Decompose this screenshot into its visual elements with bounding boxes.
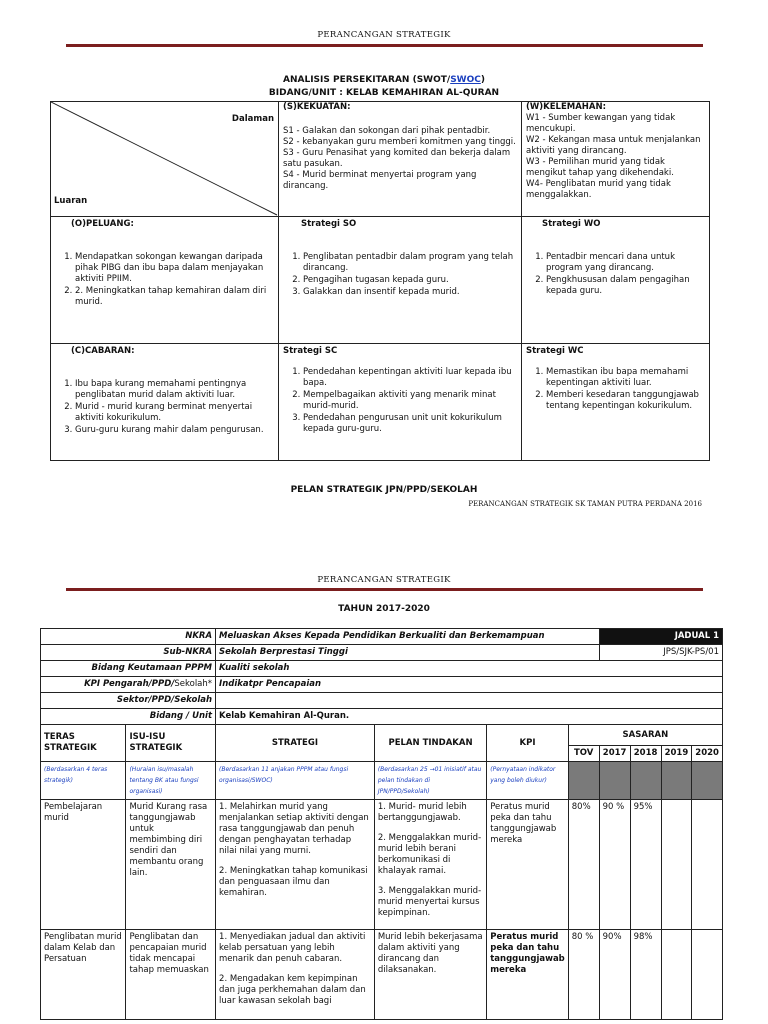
strategi-wc-cell xyxy=(522,344,709,460)
subnkra-row xyxy=(41,645,723,661)
strategi-item: 1. Melahirkan murid yang menjalankan setiap aktiviti dengan rasa tanggungjawab dan penuh dengan penghayatan terhadap nilai nilai yang murni. xyxy=(219,802,369,856)
kelemahan-item: W4- Penglibatan murid yang tidak menggalakkan. xyxy=(526,179,671,200)
strategi-sc-item: 1. Pendedahan kepentingan aktiviti luar kepada ibu bapa. xyxy=(303,367,517,389)
teras-cell: Penglibatan murid dalam Kelab dan Persatuan xyxy=(41,930,126,1020)
y2019-cell xyxy=(661,800,692,930)
col-year: 2020 xyxy=(692,746,723,762)
luaran-label: Luaran xyxy=(54,196,88,206)
note-kpi: (Pernyataan indikator yang boleh diukur) xyxy=(487,762,569,800)
page-header: PERANCANGAN STRATEGIK xyxy=(317,30,451,40)
strategi-so-title: Strategi SO xyxy=(301,219,357,229)
grey-cell xyxy=(568,762,599,800)
document-code: JPS/SJK-PS/01 xyxy=(599,645,722,661)
strategi-wo-cell xyxy=(522,217,709,344)
strategi-wc-item: 1. Memastikan ibu bapa memahami kepentingan aktiviti luar. xyxy=(546,367,705,389)
isu-cell: Penglibatan dan pencapaian murid tidak mencapai tahap memuaskan xyxy=(126,930,216,1020)
header-rule xyxy=(66,44,703,47)
col-sasaran: SASARAN xyxy=(568,725,722,746)
col-year: TOV xyxy=(568,746,599,762)
pelan-strategik-title: PELAN STRATEGIK JPN/PPD/SEKOLAH xyxy=(290,485,478,495)
col-year: 2018 xyxy=(630,746,661,762)
strategi-item: 1. Menyediakan jadual dan aktiviti kelab persatuan yang lebih menarik dan penuh cabaran. xyxy=(219,932,366,964)
unit-row xyxy=(41,709,723,725)
nkra-label: NKRA xyxy=(41,629,216,645)
col-strategi: STRATEGI xyxy=(216,725,375,762)
sektor-label: Sektor/PPD/Sekolah xyxy=(41,693,216,709)
year-title: TAHUN 2017-2020 xyxy=(338,604,430,614)
y2020-cell xyxy=(692,800,723,930)
bidang-label: Bidang Keutamaan PPPM xyxy=(41,661,216,677)
cabaran-item: 3. Guru-guru kurang mahir dalam pengurusan. xyxy=(75,425,274,436)
pelan-item: Murid lebih bekerjasama dalam aktiviti yang dirancang dan dilaksanakan. xyxy=(377,932,483,975)
strategi-wc-item: 2. Memberi kesedaran tanggungjawab tentang kepentingan kokurikulum. xyxy=(546,390,705,412)
strategi-sc-title: Strategi SC xyxy=(283,346,338,356)
strategi-sc-item: 3. Pendedahan pengurusan unit unit kokurikulum kepada guru-guru. xyxy=(303,413,517,435)
note-isu: (Huraian isu/masalah tentang BK atau fungsi organisasi) xyxy=(126,762,216,800)
grey-cell xyxy=(661,762,692,800)
pelan-cell xyxy=(374,930,486,1020)
kekuatan-item: S4 - Murid berminat menyertai program yang dirancang. xyxy=(283,170,477,191)
subnkra-label: Sub-NKRA xyxy=(41,645,216,661)
kpi-cell: Peratus murid peka dan tahu tanggungjawab mereka xyxy=(487,930,569,1020)
sektor-row xyxy=(41,693,723,709)
swot-table xyxy=(50,101,710,461)
col-year: 2019 xyxy=(661,746,692,762)
pelan-item: 2. Menggalakkan murid-murid lebih berani berkomunikasi di khalayak ramai. xyxy=(377,833,482,876)
peluang-title: (O)PELUANG: xyxy=(71,219,134,229)
swot-subtitle: BIDANG/UNIT : KELAB KEMAHIRAN AL-QURAN xyxy=(268,88,500,98)
strategi-cell xyxy=(216,930,375,1020)
kpi-pengarah-value: Indikatpr Pencapaian xyxy=(216,677,723,693)
unit-value: Kelab Kemahiran Al-Quran. xyxy=(216,709,723,725)
tov-cell: 80 % xyxy=(568,930,599,1020)
y2018-cell: 95% xyxy=(630,800,661,930)
kpi-pengarah-row xyxy=(41,677,723,693)
table-row xyxy=(41,800,723,930)
corner-cell xyxy=(51,102,279,217)
col-teras: TERAS STRATEGIK xyxy=(41,725,126,762)
kekuatan-item: S1 - Galakan dan sokongan dari pihak pentadbir. xyxy=(283,126,491,136)
strategi-wc-title: Strategi WC xyxy=(526,346,584,356)
subnkra-value: Sekolah Berprestasi Tinggi xyxy=(216,645,600,661)
strategic-plan-table xyxy=(40,628,723,1020)
strategi-so-item: 2. Pengagihan tugasan kepada guru. xyxy=(303,275,517,286)
cabaran-item: 1. Ibu bapa kurang memahami pentingnya penglibatan murid dalam aktiviti luar. xyxy=(75,379,274,401)
strategi-item: 2. Meningkatkan tahap komunikasi dan penguasaan ilmu dan kemahiran. xyxy=(219,866,368,898)
pelan-cell xyxy=(374,800,486,930)
strategi-wo-item: 2. Pengkhususan dalam pengagihan kepada guru. xyxy=(546,275,705,297)
strategi-so-item: 3. Galakkan dan insentif kepada murid. xyxy=(303,287,517,298)
tov-cell: 80% xyxy=(568,800,599,930)
notes-row xyxy=(41,762,723,800)
kelemahan-title: (W)KELEMAHAN: xyxy=(526,102,607,112)
unit-label: Bidang / Unit xyxy=(41,709,216,725)
strategi-cell xyxy=(216,800,375,930)
kelemahan-cell xyxy=(522,102,709,217)
y2017-cell: 90 % xyxy=(599,800,630,930)
y2018-cell: 98% xyxy=(630,930,661,1020)
swoc-link[interactable]: SWOC xyxy=(450,75,481,85)
kelemahan-item: W3 - Pemilihan murid yang tidak mengikut tahap yang dikehendaki. xyxy=(526,157,674,178)
kekuatan-item: S3 - Guru Penasihat yang komited dan bekerja dalam satu pasukan. xyxy=(283,148,511,169)
table-row xyxy=(41,930,723,1020)
grey-cell xyxy=(692,762,723,800)
kpi-cell: Peratus murid peka dan tahu tanggungjawab mereka xyxy=(487,800,569,930)
kpi-label-sekolah: Sekolah* xyxy=(174,679,213,689)
strategi-wo-title: Strategi WO xyxy=(542,219,601,229)
cabaran-item: 2. Murid - murid kurang berminat menyertai aktiviti kokurikulum. xyxy=(75,402,274,424)
col-kpi: KPI xyxy=(487,725,569,762)
dalaman-label: Dalaman xyxy=(231,114,274,124)
strategi-so-cell xyxy=(279,217,522,344)
y2017-cell: 90% xyxy=(599,930,630,1020)
nkra-value: Meluaskan Akses Kepada Pendidikan Berkualiti dan Berkemampuan xyxy=(216,629,600,645)
strategi-item: 2. Mengadakan kem kepimpinan dan juga perkhemahan dalam dan luar kawasan sekolah bagi xyxy=(219,974,366,1006)
swot-title-suffix: ) xyxy=(480,75,485,85)
grey-cell xyxy=(630,762,661,800)
page2-header-rule xyxy=(66,588,703,591)
kelemahan-item: W2 - Kekangan masa untuk menjalankan aktiviti yang dirancang. xyxy=(526,135,701,156)
kekuatan-cell xyxy=(279,102,522,217)
nkra-row xyxy=(41,629,723,645)
strategi-sc-item: 2. Mempelbagaikan aktiviti yang menarik minat murid-murid. xyxy=(303,390,517,412)
page-footer: PERANCANGAN STRATEGIK SK TAMAN PUTRA PERDANA 2016 xyxy=(468,500,702,508)
page2-header: PERANCANGAN STRATEGIK xyxy=(317,575,451,585)
peluang-item: 1. Mendapatkan sokongan kewangan daripada pihak PIBG dan ibu bapa dalam menjayakan aktiviti PPIIM. xyxy=(75,252,274,285)
peluang-item: 2. 2. Meningkatkan tahap kemahiran dalam diri murid. xyxy=(75,286,274,308)
grey-cell xyxy=(599,762,630,800)
note-pelan: (Berdasarkan 25 →01 inisiatif atau pelan tindakan di JPN/PPD/Sekolah) xyxy=(374,762,486,800)
kekuatan-title: (S)KEKUATAN: xyxy=(283,102,351,112)
cabaran-cell xyxy=(51,344,279,460)
kpi-label-main: KPI Pengarah/PPD/ xyxy=(84,679,175,689)
strategi-sc-cell xyxy=(279,344,522,460)
strategi-wo-item: 1. Pentadbir mencari dana untuk program yang dirancang. xyxy=(546,252,705,274)
peluang-cell xyxy=(51,217,279,344)
swot-title-prefix: ANALISIS PERSEKITARAN (SWOT/ xyxy=(283,75,451,85)
col-pelan: PELAN TINDAKAN xyxy=(374,725,486,762)
col-year: 2017 xyxy=(599,746,630,762)
y2019-cell xyxy=(661,930,692,1020)
y2020-cell xyxy=(692,930,723,1020)
note-strategi: (Berdasarkan 11 anjakan PPPM atau fungsi organisasi/SWOC) xyxy=(216,762,375,800)
teras-cell: Pembelajaran murid xyxy=(41,800,126,930)
strategi-so-item: 1. Penglibatan pentadbir dalam program yang telah dirancang. xyxy=(303,252,517,274)
isu-cell: Murid Kurang rasa tanggungjawab untuk membimbing diri sendiri dan membantu orang lain. xyxy=(126,800,216,930)
kpi-pengarah-label xyxy=(41,677,216,693)
bidang-value: Kualiti sekolah xyxy=(216,661,723,677)
cabaran-title: (C)CABARAN: xyxy=(71,346,135,356)
pelan-item: 3. Menggalakkan murid-murid menyertai kursus kepimpinan. xyxy=(377,886,482,918)
kelemahan-item: W1 - Sumber kewangan yang tidak mencukupi. xyxy=(526,113,676,134)
pelan-item: 1. Murid- murid lebih bertanggungjawab. xyxy=(377,802,467,823)
swot-title xyxy=(0,75,768,85)
note-teras: (Berdasarkan 4 teras strategik) xyxy=(41,762,126,800)
column-header-row xyxy=(41,725,723,746)
sektor-value xyxy=(216,693,723,709)
jadual-badge: JADUAL 1 xyxy=(599,629,722,645)
col-isu: ISU-ISU STRATEGIK xyxy=(126,725,216,762)
kekuatan-item: S2 - kebanyakan guru memberi komitmen yang tinggi. xyxy=(283,137,516,147)
bidang-row xyxy=(41,661,723,677)
